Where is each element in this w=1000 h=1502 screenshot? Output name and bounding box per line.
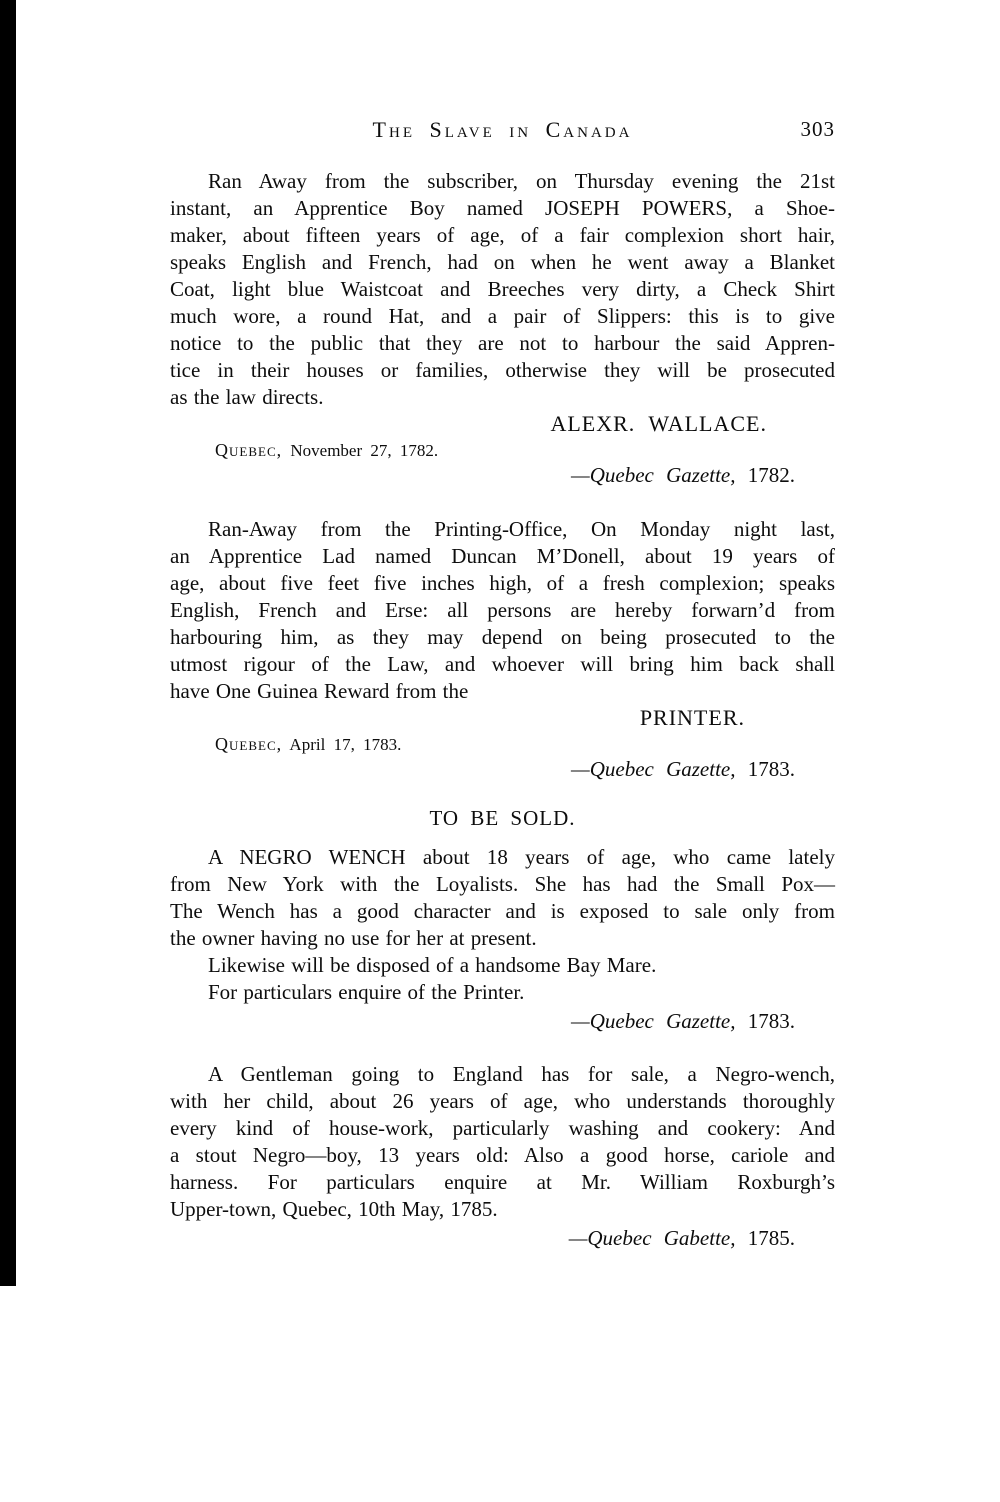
page-number: 303	[800, 117, 835, 141]
text-line: For particulars enquire of the Printer.	[208, 980, 525, 1004]
text-line: Likewise will be disposed of a handsome Bay Mare.	[208, 953, 657, 977]
text-line: speaks English and French, had on when he went away a Blanket	[170, 250, 835, 274]
advertisement-mdonell	[170, 516, 835, 705]
text-line: notice to the public that they are not to harbour the said Appren-	[170, 331, 835, 355]
text-line: a stout Negro—boy, 13 years old: Also a good horse, cariole and	[170, 1143, 835, 1167]
text-line: A NEGRO WENCH about 18 years of age, who came lately	[208, 845, 835, 869]
citation-quebec-gabette-1785	[170, 1225, 835, 1252]
signature-printer: PRINTER.	[639, 705, 745, 730]
citation-source: —Quebec Gabette,	[568, 1226, 736, 1250]
text-line: Coat, light blue Waistcoat and Breeches very dirty, a Check Shirt	[170, 277, 835, 301]
page-header	[170, 117, 835, 143]
text-line: age, about five feet five inches high, of a fresh complexion; speaks	[170, 571, 835, 595]
text-line: utmost rigour of the Law, and whoever will bring him back shall	[170, 652, 835, 676]
text-line: much wore, a round Hat, and a pair of Slippers: this is to give	[170, 304, 835, 328]
text-line: maker, about fifteen years of age, of a fair complexion short hair,	[170, 223, 835, 247]
text-line: English, French and Erse: all persons are hereby forwarn’d from	[170, 598, 835, 622]
citation-year: 1783.	[735, 757, 795, 781]
dateline-quebec-1783	[170, 733, 835, 756]
advertisement-gentleman	[170, 1061, 835, 1223]
text-line: an Apprentice Lad named Duncan M’Donell, about 19 years of	[170, 544, 835, 568]
text-line: Ran-Away from the Printing-Office, On Monday night last,	[208, 517, 835, 541]
text-line: have One Guinea Reward from the	[170, 679, 469, 703]
citation-quebec-gazette-1783a	[170, 756, 835, 783]
citation-source: —Quebec Gazette,	[571, 1009, 736, 1033]
advertisement-wench	[170, 844, 835, 1006]
section-heading-to-be-sold: TO BE SOLD.	[429, 806, 576, 830]
dateline-quebec-1782	[170, 439, 835, 462]
text-line: The Wench has a good character and is exposed to sale only from	[170, 899, 835, 923]
citation-year: 1782.	[735, 463, 795, 487]
dateline-place: Quebec,	[215, 734, 283, 754]
dateline-place: Quebec,	[215, 440, 283, 460]
text-line: Upper-town, Quebec, 10th May, 1785.	[170, 1197, 498, 1221]
citation-year: 1785.	[735, 1226, 795, 1250]
citation-quebec-gazette-1782	[170, 462, 835, 489]
text-line: as the law directs.	[170, 385, 324, 409]
text-line: A Gentleman going to England has for sale, a Negro-wench,	[208, 1062, 835, 1086]
text-line: instant, an Apprentice Boy named JOSEPH POWERS, a Shoe-	[170, 196, 835, 220]
citation-quebec-gazette-1783b	[170, 1008, 835, 1035]
scan-gutter-bar	[0, 0, 16, 1286]
running-title: The Slave in Canada	[372, 117, 633, 142]
citation-source: —Quebec Gazette,	[571, 463, 736, 487]
text-line: every kind of house-work, particularly washing and cookery: And	[170, 1116, 835, 1140]
text-line: harness. For particulars enquire at Mr. William Roxburgh’s	[170, 1170, 835, 1194]
citation-source: —Quebec Gazette,	[571, 757, 736, 781]
text-line: Ran Away from the subscriber, on Thursday evening the 21st	[208, 169, 835, 193]
text-line: from New York with the Loyalists. She has had the Small Pox—	[170, 872, 835, 896]
citation-year: 1783.	[735, 1009, 795, 1033]
signature-wallace: ALEXR. WALLACE.	[550, 411, 767, 436]
dateline-date: November 27, 1782.	[282, 441, 439, 460]
text-line: harbouring him, as they may depend on being prosecuted to the	[170, 625, 835, 649]
dateline-date: April 17, 1783.	[282, 735, 402, 754]
text-line: with her child, about 26 years of age, who understands thoroughly	[170, 1089, 835, 1113]
text-line: the owner having no use for her at present.	[170, 926, 537, 950]
page-content	[170, 0, 835, 1252]
text-line: tice in their houses or families, otherwise they will be prosecuted	[170, 358, 835, 382]
advertisement-powers	[170, 168, 835, 411]
